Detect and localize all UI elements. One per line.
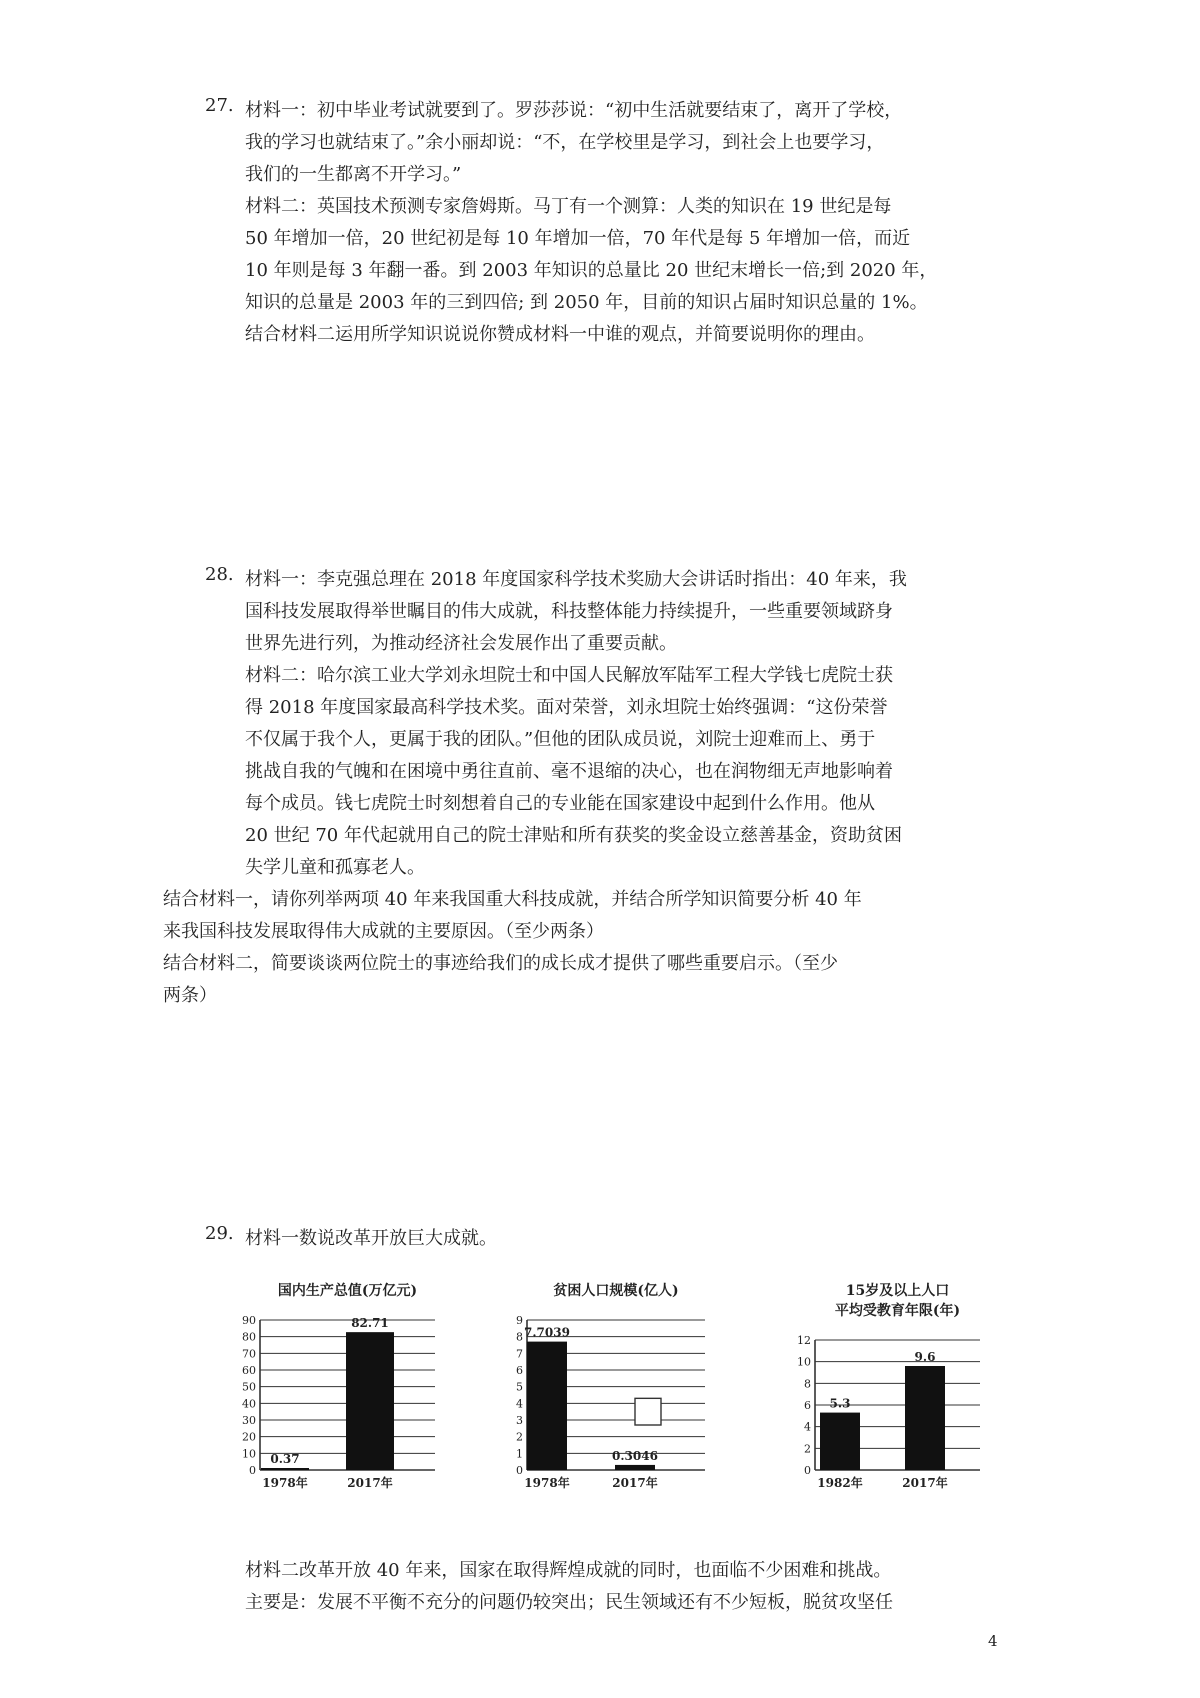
question-29 xyxy=(205,1223,1005,1255)
data-label: 0.37 xyxy=(270,1452,300,1466)
question-27 xyxy=(205,95,1005,351)
data-label: 82.71 xyxy=(351,1316,389,1331)
y-tick-label: 2 xyxy=(516,1430,523,1444)
chart-poverty-svg xyxy=(505,1280,735,1510)
q28-line: 得 2018 年度国家最高科学技术奖。面对荣誉，刘永坦院士始终强调：“这份荣誉 xyxy=(245,697,888,718)
bar xyxy=(615,1465,655,1470)
y-tick-label: 80 xyxy=(242,1330,256,1344)
y-tick-label: 7 xyxy=(516,1347,523,1361)
chart-poverty xyxy=(505,1280,735,1514)
bar xyxy=(261,1468,309,1470)
y-tick-label: 40 xyxy=(242,1397,256,1411)
q29-line: 材料二改革开放 40 年来，国家在取得辉煌成就的同时，也面临不少困难和挑战。 xyxy=(245,1560,892,1581)
q28-question: 两条） xyxy=(163,985,217,1006)
y-tick-label: 8 xyxy=(804,1377,811,1391)
y-tick-label: 5 xyxy=(516,1380,523,1394)
y-tick-label: 0 xyxy=(516,1464,523,1477)
y-tick-label: 0 xyxy=(249,1464,256,1477)
data-label: 0.3046 xyxy=(612,1448,658,1463)
chart-title: 贫困人口规模(亿人) xyxy=(553,1283,679,1299)
chart-gdp xyxy=(230,1280,460,1514)
question-28 xyxy=(163,564,1005,1012)
x-tick-label: 2017年 xyxy=(612,1476,658,1490)
y-tick-label: 60 xyxy=(242,1364,256,1377)
q28-line: 不仅属于我个人，更属于我的团队。”但他的团队成员说，刘院士迎难而上、勇于 xyxy=(245,729,876,750)
q28-line: 每个成员。钱七虎院士时刻想着自己的专业能在国家建设中起到什么作用。他从 xyxy=(245,793,875,814)
bar xyxy=(346,1332,394,1470)
x-tick-label: 2017年 xyxy=(347,1476,393,1490)
question-number: 27. xyxy=(205,95,234,116)
data-label: 7.7039 xyxy=(524,1325,570,1340)
chart-gdp-svg xyxy=(230,1280,460,1510)
q27-line: 50 年增加一倍，20 世纪初是每 10 年增加一倍，70 年代是每 5 年增加一倍，而近 xyxy=(245,228,911,249)
y-tick-label: 8 xyxy=(516,1330,523,1344)
q27-line: 材料二：英国技术预测专家詹姆斯。马丁有一个测算：人类的知识在 19 世纪是每 xyxy=(245,196,892,217)
q28-question: 结合材料二，简要谈谈两位院士的事迹给我们的成长成才提供了哪些重要启示。（至少 xyxy=(163,953,838,974)
q28-question: 来我国科技发展取得伟大成就的主要原因。（至少两条） xyxy=(163,921,604,942)
y-tick-label: 30 xyxy=(242,1414,256,1427)
x-tick-label: 1978年 xyxy=(524,1476,570,1490)
q29-material-2 xyxy=(245,1555,1005,1619)
y-tick-label: 70 xyxy=(242,1347,256,1361)
y-tick-label: 10 xyxy=(797,1355,811,1369)
answer-box xyxy=(635,1398,661,1425)
q28-line: 世界先进行列，为推动经济社会发展作出了重要贡献。 xyxy=(245,633,677,654)
q28-line: 材料一：李克强总理在 2018 年度国家科学技术奖励大会讲话时指出：40 年来，我 xyxy=(245,569,907,590)
y-tick-label: 4 xyxy=(804,1420,811,1434)
chart-title: 国内生产总值(万亿元) xyxy=(277,1283,418,1299)
y-tick-label: 0 xyxy=(804,1464,811,1477)
q28-line: 国科技发展取得举世瞩目的伟大成就，科技整体能力持续提升，一些重要领域跻身 xyxy=(245,601,893,622)
y-tick-label: 12 xyxy=(797,1334,811,1347)
q28-line: 失学儿童和孤寡老人。 xyxy=(245,857,425,878)
y-tick-label: 6 xyxy=(804,1399,811,1412)
bar xyxy=(820,1413,860,1470)
y-tick-label: 50 xyxy=(242,1380,256,1394)
y-tick-label: 20 xyxy=(242,1430,256,1444)
y-tick-label: 3 xyxy=(516,1414,523,1427)
y-tick-label: 4 xyxy=(516,1397,523,1411)
y-tick-label: 90 xyxy=(242,1314,256,1327)
y-tick-label: 10 xyxy=(242,1447,256,1461)
data-label: 9.6 xyxy=(914,1350,936,1364)
chart-education-svg xyxy=(785,1280,1015,1510)
question-number: 29. xyxy=(205,1223,234,1244)
q28-line: 材料二：哈尔滨工业大学刘永坦院士和中国人民解放军陆军工程大学钱七虎院士获 xyxy=(245,665,893,686)
chart-title: 平均受教育年限(年) xyxy=(834,1303,961,1319)
q27-line: 我的学习也就结束了。”余小丽却说：“不，在学校里是学习，到社会上也要学习， xyxy=(245,132,885,153)
q27-line: 10 年则是每 3 年翻一番。到 2003 年知识的总量比 20 世纪末增长一倍;到 2020 年， xyxy=(245,260,938,281)
x-tick-label: 2017年 xyxy=(902,1476,948,1490)
q29-line: 主要是：发展不平衡不充分的问题仍较突出；民生领域还有不少短板，脱贫攻坚任 xyxy=(245,1592,893,1613)
y-tick-label: 6 xyxy=(516,1364,523,1377)
q27-line: 知识的总量是 2003 年的三到四倍; 到 2050 年，目前的知识占届时知识总量的 1%。 xyxy=(245,292,928,313)
page-number: 4 xyxy=(988,1632,998,1650)
q28-line: 挑战自我的气魄和在困境中勇往直前、毫不退缩的决心，也在润物细无声地影响着 xyxy=(245,761,893,782)
data-label: 5.3 xyxy=(829,1396,851,1411)
y-tick-label: 1 xyxy=(516,1447,523,1461)
y-tick-label: 9 xyxy=(516,1314,523,1327)
x-tick-label: 1978年 xyxy=(262,1476,308,1490)
bar xyxy=(905,1366,945,1470)
q27-line: 我们的一生都离不开学习。” xyxy=(245,164,462,185)
q28-question: 结合材料一，请你列举两项 40 年来我国重大科技成就，并结合所学知识简要分析 40 年 xyxy=(163,889,862,910)
y-tick-label: 2 xyxy=(804,1442,811,1456)
question-number: 28. xyxy=(205,564,234,585)
x-tick-label: 1982年 xyxy=(817,1476,863,1490)
q28-line: 20 世纪 70 年代起就用自己的院士津贴和所有获奖的奖金设立慈善基金，资助贫困 xyxy=(245,825,902,846)
q27-line: 材料一：初中毕业考试就要到了。罗莎莎说：“初中生活就要结束了，离开了学校， xyxy=(245,100,903,121)
chart-title: 15岁及以上人口 xyxy=(845,1283,950,1299)
bar xyxy=(527,1342,567,1470)
q27-line: 结合材料二运用所学知识说说你赞成材料一中谁的观点，并简要说明你的理由。 xyxy=(245,324,875,345)
chart-education xyxy=(785,1280,1015,1514)
q29-intro: 材料一数说改革开放巨大成就。 xyxy=(245,1228,497,1249)
